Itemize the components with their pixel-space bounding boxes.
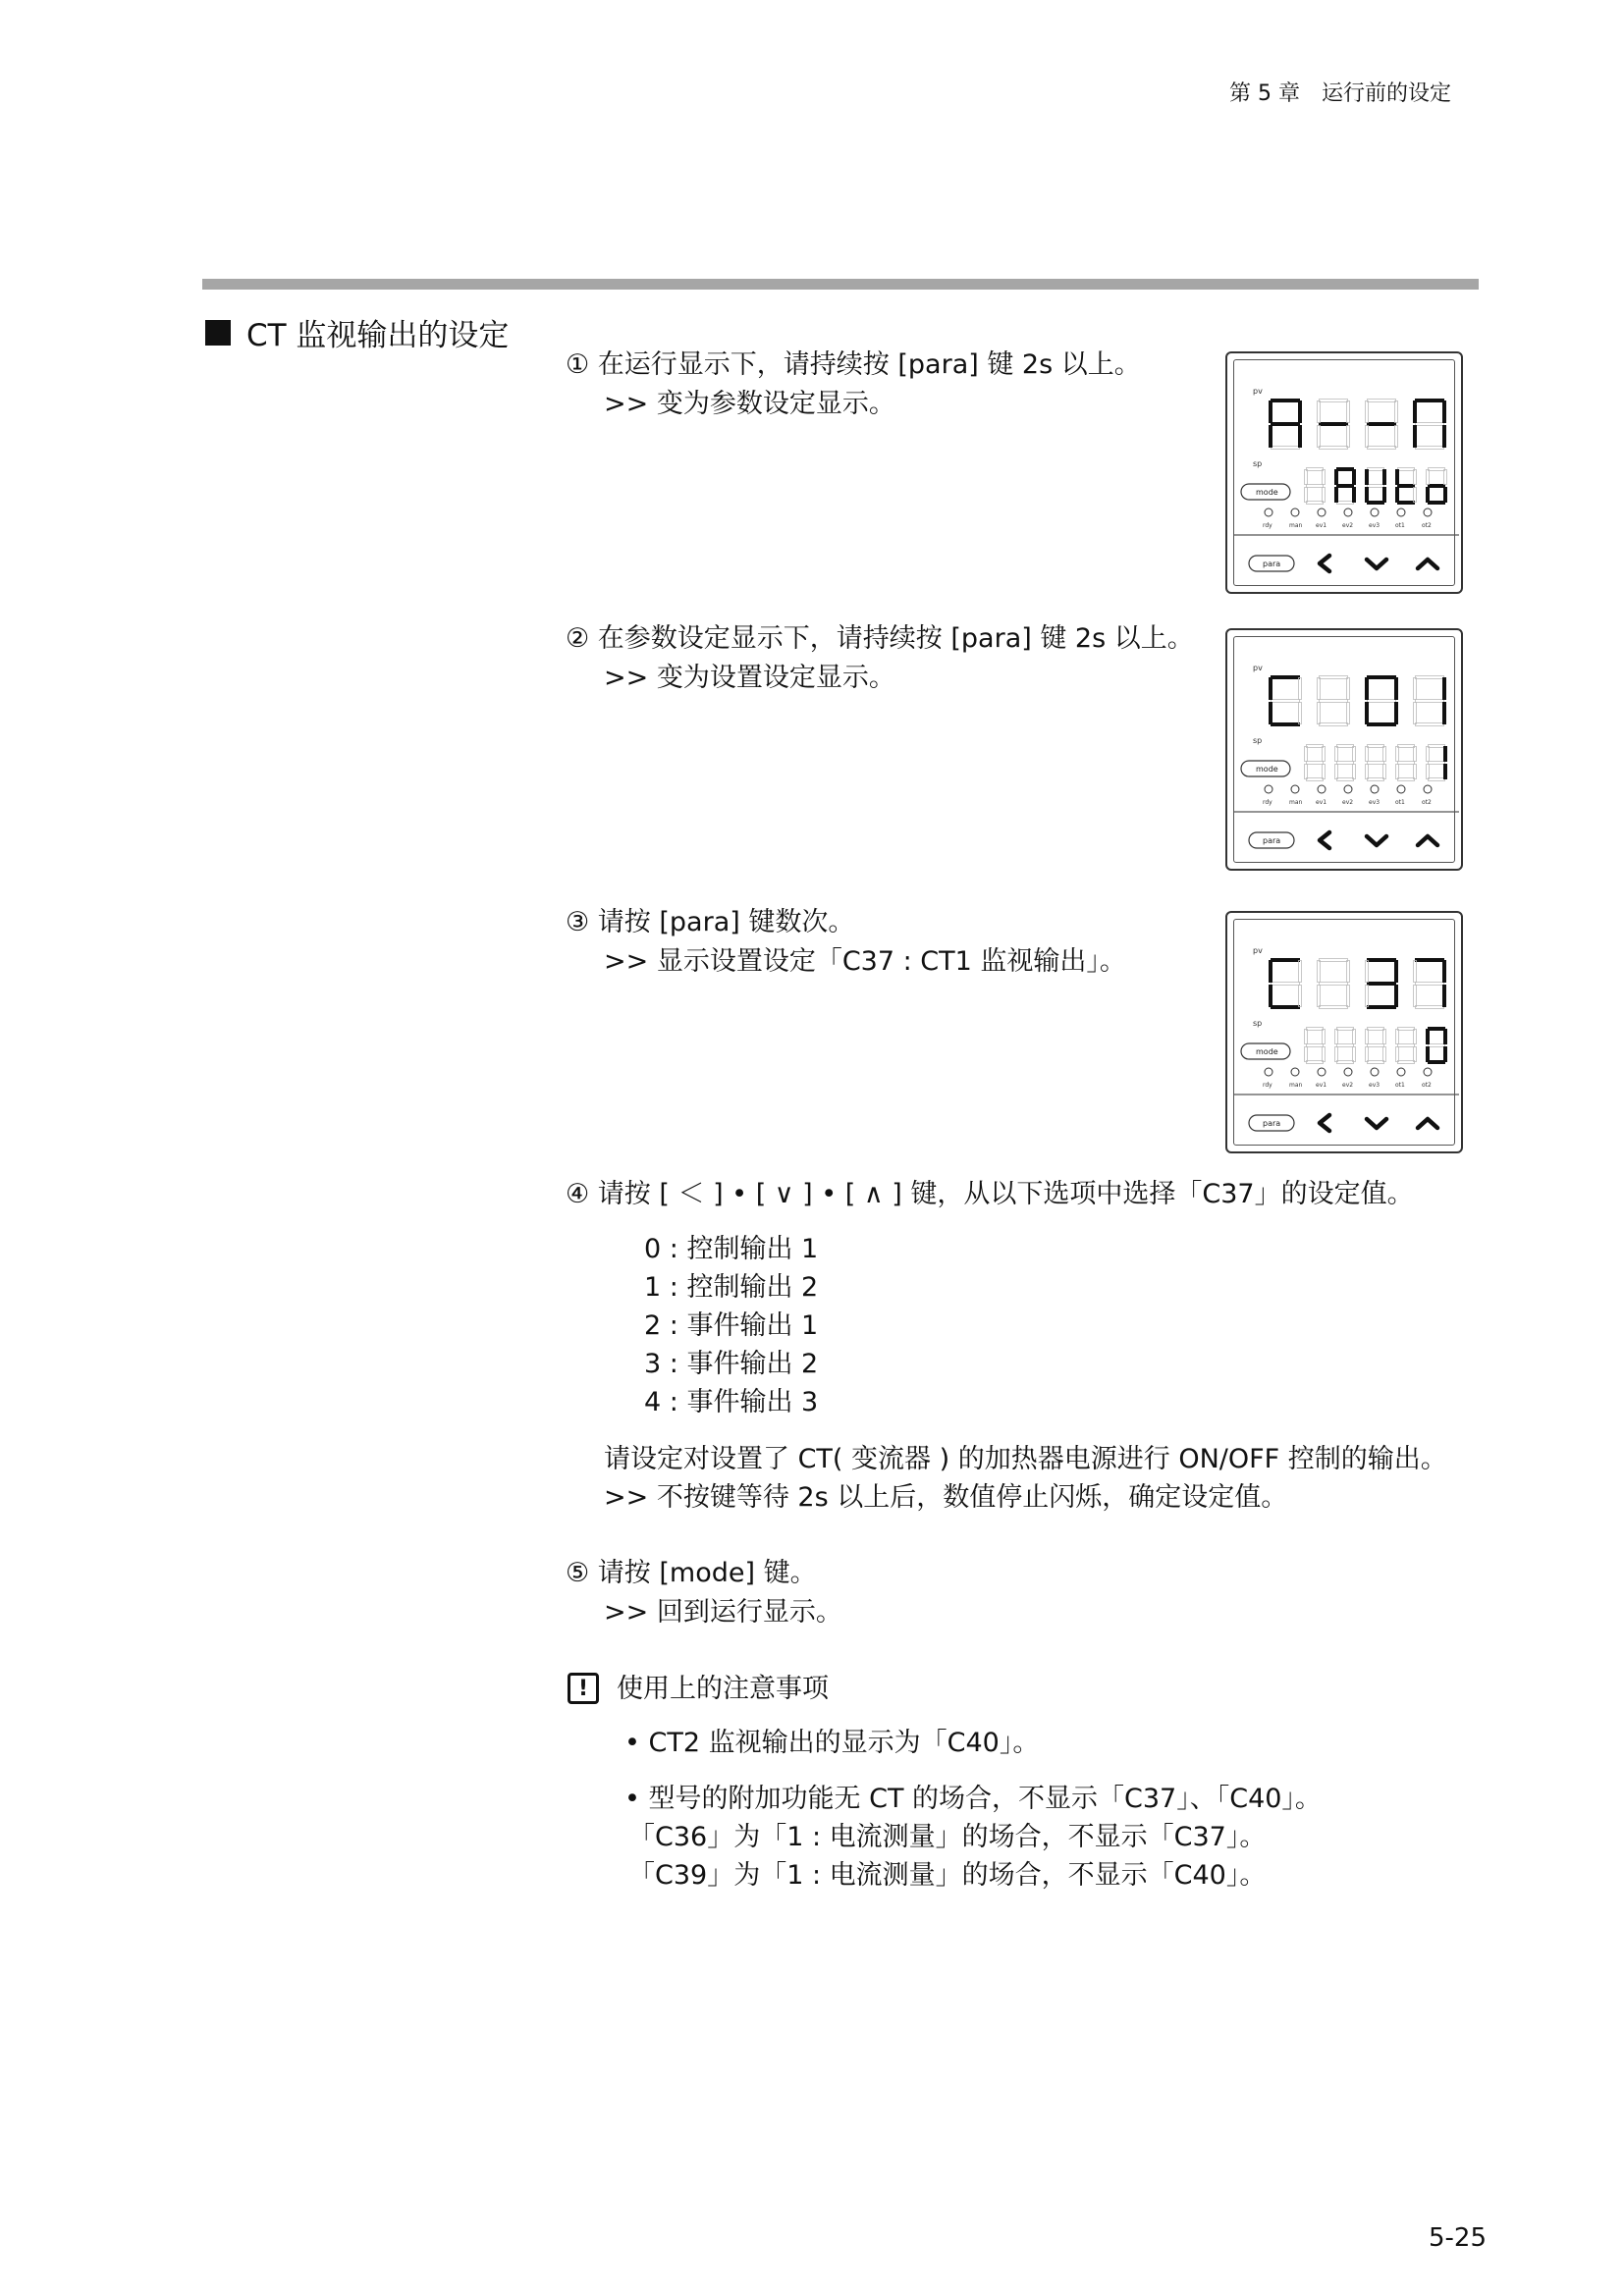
led-man: [1291, 785, 1299, 793]
pv-digit: [1413, 399, 1446, 450]
controller-panel-c37: [1225, 911, 1463, 1153]
pv-label: pv: [1253, 664, 1263, 672]
step-2-line-1: ② 在参数设定显示下，请持续按 [para] 键 2s 以上。: [566, 623, 1194, 654]
down-arrow-icon[interactable]: [1367, 1119, 1386, 1128]
step-4-desc-line-2: >> 不按键等待 2s 以上后，数值停止闪烁，确定设定值。: [604, 1482, 1288, 1513]
sp-digit: [1366, 745, 1386, 781]
left-arrow-icon[interactable]: [1320, 556, 1329, 571]
led-label: ev2: [1342, 799, 1354, 806]
panel-face: [1227, 353, 1465, 596]
led-label: man: [1289, 799, 1303, 806]
sp-digit: [1396, 745, 1417, 781]
chapter-header: 第 5 章 运行前的设定: [1229, 81, 1451, 106]
led-ot1: [1397, 508, 1405, 516]
sp-digit: [1335, 745, 1356, 781]
note-bullet-2-line-2: 「C36」为「1 : 电流测量」的场合，不显示「C37」。: [628, 1822, 1267, 1852]
led-label: ev2: [1342, 1082, 1354, 1089]
sp-digit: [1426, 468, 1447, 506]
led-rdy: [1265, 1068, 1272, 1076]
sp-digit: [1427, 745, 1448, 781]
note-title: 使用上的注意事项: [617, 1674, 829, 1704]
led-ev3: [1371, 508, 1379, 516]
section-bullet-square: [205, 320, 231, 346]
led-label: rdy: [1263, 799, 1272, 806]
panel-face: [1227, 913, 1465, 1155]
led-ev2: [1344, 508, 1352, 516]
para-button-label: para: [1263, 836, 1281, 845]
led-label: ev1: [1316, 799, 1327, 806]
sp-label: sp: [1253, 1019, 1263, 1028]
sp-label: sp: [1253, 459, 1263, 468]
led-ev1: [1318, 508, 1326, 516]
led-ot1: [1397, 1068, 1405, 1076]
pv-digit: [1318, 959, 1350, 1009]
led-ot2: [1424, 508, 1432, 516]
page-number: 5-25: [1429, 2223, 1488, 2253]
led-ot2: [1424, 1068, 1432, 1076]
option-3: 3 : 事件输出 2: [644, 1349, 819, 1379]
down-arrow-icon[interactable]: [1367, 560, 1386, 568]
led-label: ot1: [1395, 799, 1405, 806]
led-label: ot1: [1395, 1082, 1405, 1089]
led-label: ot1: [1395, 522, 1405, 529]
option-2: 2 : 事件输出 1: [644, 1310, 819, 1341]
sp-digit: [1396, 1028, 1417, 1064]
para-button-label: para: [1263, 560, 1281, 568]
section-title: [205, 310, 509, 354]
sp-digit: [1305, 1028, 1326, 1064]
sp-digit: [1305, 468, 1326, 505]
sp-label: sp: [1253, 736, 1263, 745]
led-ev1: [1318, 1068, 1326, 1076]
note-bullet-2-line-3: 「C39」为「1 : 电流测量」的场合，不显示「C40」。: [628, 1860, 1267, 1891]
led-label: ot2: [1422, 799, 1432, 806]
step-2-line-2: >> 变为设置设定显示。: [604, 663, 895, 693]
step-1-line-2: >> 变为参数设定显示。: [604, 389, 895, 419]
note-bullet-2: • 型号的附加功能无 CT 的场合，不显示「C37」、「C40」。: [624, 1784, 1322, 1814]
pv-digit: [1414, 676, 1447, 726]
led-label: ev1: [1316, 1082, 1327, 1089]
led-rdy: [1265, 508, 1272, 516]
led-ot1: [1397, 785, 1405, 793]
section-title-text: CT 监视输出的设定: [246, 318, 510, 353]
led-label: ev1: [1316, 522, 1327, 529]
led-man: [1291, 508, 1299, 516]
option-0: 0 : 控制输出 1: [644, 1234, 819, 1264]
led-ev2: [1344, 1068, 1352, 1076]
step-5-line-1: ⑤ 请按 [mode] 键。: [566, 1558, 817, 1588]
pv-digit: [1366, 958, 1399, 1009]
step-5-line-2: >> 回到运行显示。: [604, 1597, 842, 1628]
step-3-line-2: >> 显示设置设定「C37 : CT1 监视输出」。: [604, 946, 1126, 977]
led-label: rdy: [1263, 522, 1272, 529]
led-ev2: [1344, 785, 1352, 793]
pv-digit: [1269, 958, 1302, 1009]
sp-digit: [1335, 1028, 1356, 1064]
option-1: 1 : 控制输出 2: [644, 1272, 819, 1303]
sp-digit: [1426, 1027, 1447, 1064]
led-ev3: [1371, 1068, 1379, 1076]
up-arrow-icon[interactable]: [1418, 836, 1437, 845]
pv-label: pv: [1253, 387, 1263, 396]
led-label: ev3: [1369, 1082, 1380, 1089]
caution-icon: !: [568, 1673, 599, 1704]
led-label: man: [1289, 1082, 1303, 1089]
pv-label: pv: [1253, 946, 1263, 955]
pv-digit: [1414, 958, 1447, 1009]
step-4-desc-line-1: 请设定对设置了 CT( 变流器 ) 的加热器电源进行 ON/OFF 控制的输出。: [604, 1444, 1447, 1474]
para-button-label: para: [1263, 1119, 1281, 1128]
led-label: rdy: [1263, 1082, 1272, 1089]
sp-digit: [1366, 1028, 1386, 1064]
mode-button-label: mode: [1256, 765, 1278, 774]
mode-button-label: mode: [1256, 488, 1278, 497]
section-rule: [202, 279, 1479, 290]
led-label: ev3: [1369, 799, 1380, 806]
step-3-line-1: ③ 请按 [para] 键数次。: [566, 907, 855, 937]
pv-digit: [1366, 400, 1398, 450]
led-ev3: [1371, 785, 1379, 793]
led-ev1: [1318, 785, 1326, 793]
led-label: ot2: [1422, 1082, 1432, 1089]
mode-button-label: mode: [1256, 1047, 1278, 1056]
led-ot2: [1424, 785, 1432, 793]
led-rdy: [1265, 785, 1272, 793]
led-label: ev2: [1342, 522, 1354, 529]
down-arrow-icon[interactable]: [1367, 836, 1386, 845]
sp-digit: [1305, 745, 1326, 781]
up-arrow-icon[interactable]: [1418, 1119, 1437, 1128]
led-man: [1291, 1068, 1299, 1076]
controller-panel-c01: [1225, 628, 1463, 871]
pv-digit: [1318, 400, 1350, 450]
pv-digit: [1318, 676, 1350, 726]
led-label: ot2: [1422, 522, 1432, 529]
left-arrow-icon[interactable]: [1320, 1115, 1329, 1131]
sp-digit: [1334, 467, 1356, 505]
left-arrow-icon[interactable]: [1320, 832, 1329, 848]
sp-digit: [1365, 468, 1386, 506]
pv-digit: [1365, 675, 1398, 726]
led-label: man: [1289, 522, 1303, 529]
step-1-line-1: ① 在运行显示下，请持续按 [para] 键 2s 以上。: [566, 349, 1141, 380]
up-arrow-icon[interactable]: [1418, 560, 1437, 568]
note-bullet-1: • CT2 监视输出的显示为「C40」。: [624, 1728, 1040, 1758]
led-label: ev3: [1369, 522, 1380, 529]
panel-face: [1227, 630, 1465, 873]
sp-digit: [1395, 468, 1417, 506]
step-4-line-1: ④ 请按 [ ＜ ] • [ ∨ ] • [ ∧ ] 键，从以下选项中选择「C37」的设定值。: [566, 1179, 1414, 1209]
controller-panel-run: [1225, 351, 1463, 594]
pv-digit: [1269, 675, 1302, 726]
option-4: 4 : 事件输出 3: [644, 1387, 819, 1417]
pv-digit: [1269, 399, 1302, 450]
